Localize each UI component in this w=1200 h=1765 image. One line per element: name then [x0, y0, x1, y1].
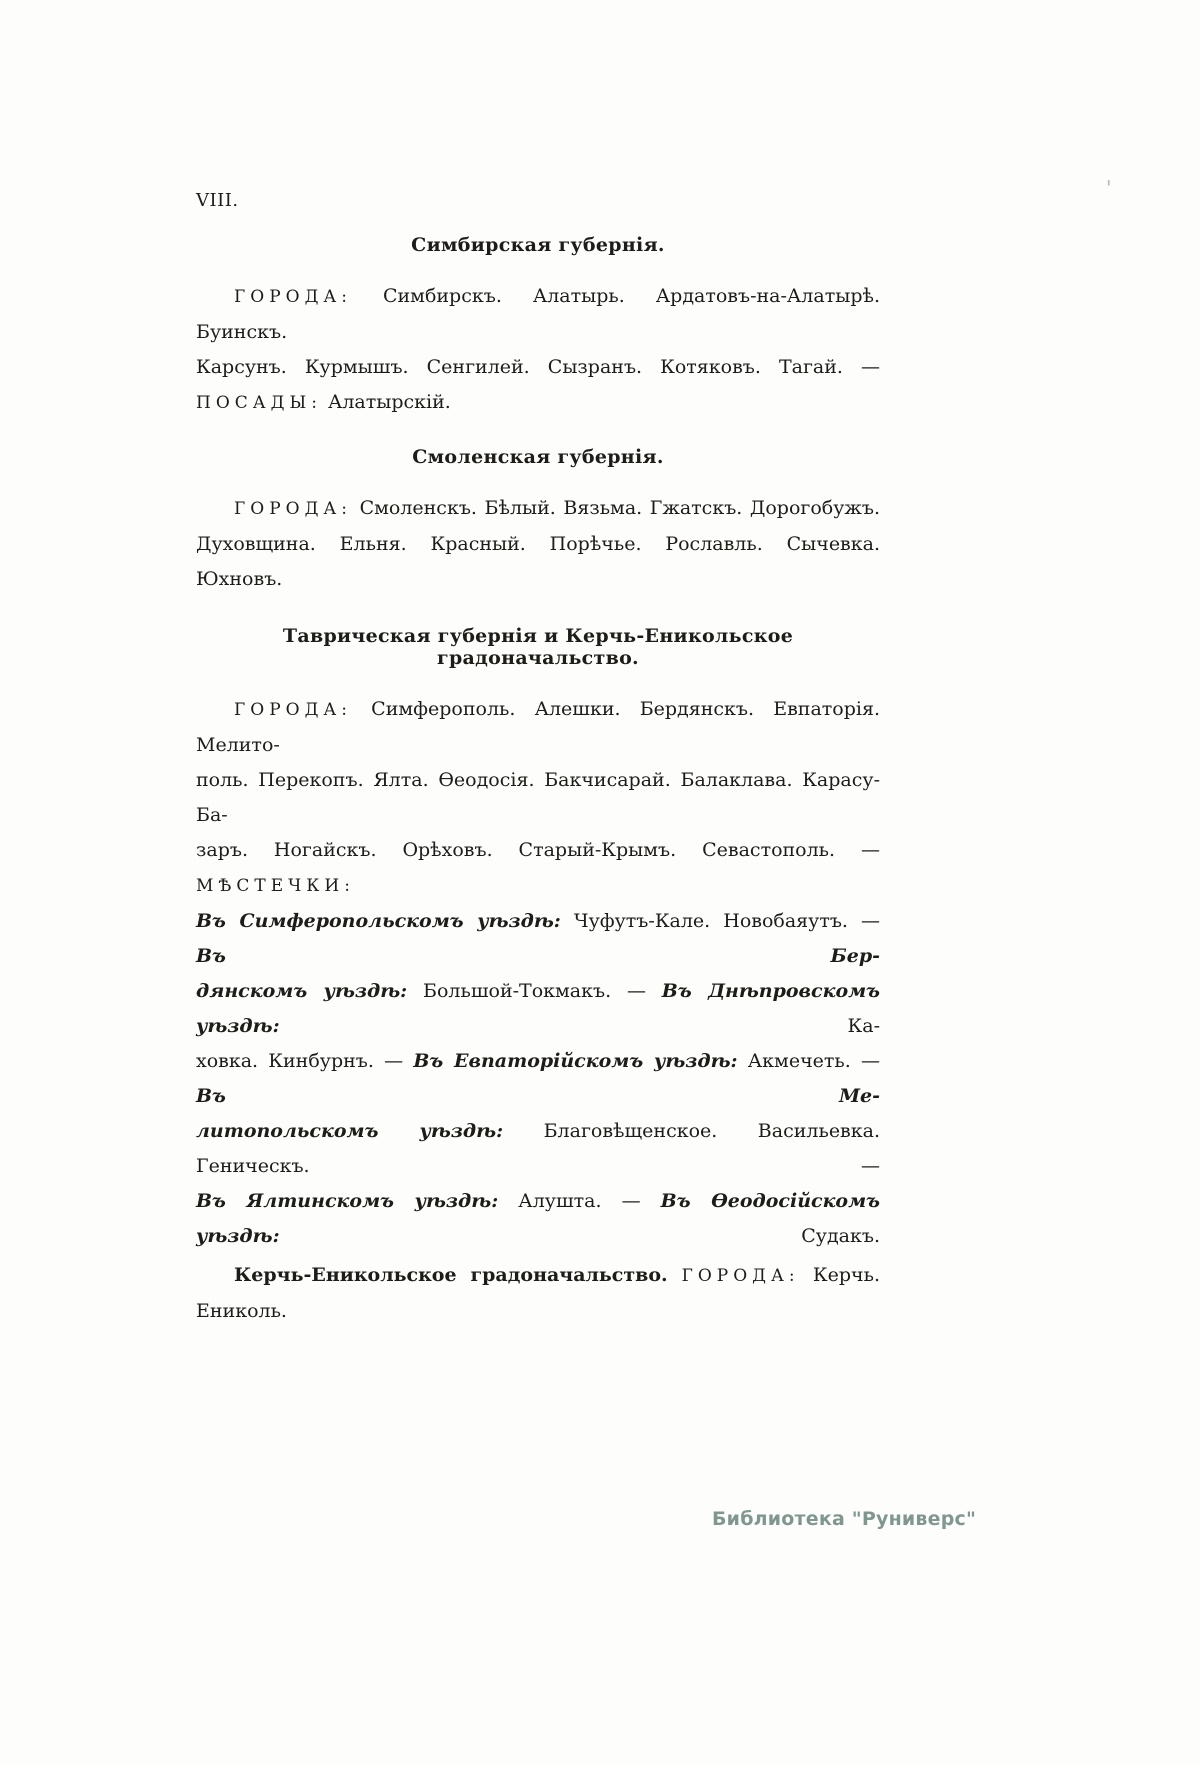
label-goroda: ГОРОДА: — [234, 287, 352, 307]
label-mestechki: МѢСТЕЧКИ: — [196, 876, 355, 896]
uyezd-label: Въ Ялтинскомъ уѣздѣ: — [196, 1190, 499, 1212]
text-line — [196, 692, 880, 763]
text-run: Акмечеть. — — [737, 1050, 880, 1072]
section-simbirsk — [196, 234, 880, 421]
text-line — [196, 1184, 880, 1254]
section-taurida — [196, 625, 880, 1329]
text-line — [196, 350, 880, 385]
text-line — [196, 491, 880, 527]
text-line — [196, 1114, 880, 1184]
uyezd-label: Въ Ѳеодосійскомъ уѣздѣ: — [196, 1190, 880, 1247]
section-heading-simbirsk: Симбирская губернія. — [411, 234, 665, 256]
kerch-title: Керчь-Еникольское градоначальство. — [234, 1264, 682, 1286]
page-content — [196, 190, 880, 1329]
paragraph-kerch — [196, 1258, 880, 1329]
paragraph-taurida — [196, 692, 880, 1254]
uyezd-label: Въ Симферопольскомъ уѣздѣ: — [196, 910, 561, 932]
text-line — [196, 385, 880, 421]
text-run: Алушта. — — [498, 1190, 661, 1212]
text-run: Благовѣщенское. Васильевка. Геническъ. — — [196, 1120, 880, 1177]
uyezd-label: дянскомъ уѣздѣ: — [196, 980, 408, 1002]
uyezd-label: Въ Ме- — [196, 1085, 880, 1107]
text-line — [196, 1258, 880, 1329]
library-watermark: Библиотека "Руниверс" — [712, 1508, 977, 1530]
text-run: Карсунъ. Курмышъ. Сенгилей. Сызранъ. Котяковъ. Тагай. — — [196, 356, 880, 378]
section-heading-taurida: Таврическая губернія и Керчь-Еникольское градоначальство. — [282, 625, 794, 669]
label-posady: ПОСАДЫ: — [196, 393, 322, 413]
text-line — [196, 1044, 880, 1114]
uyezd-label: Въ Днѣпровскомъ уѣздѣ: — [196, 980, 880, 1037]
text-run: поль. Перекопъ. Ялта. Ѳеодосія. Бакчисарай. Балаклава. Карасу-Ба- — [196, 769, 880, 826]
text-line — [196, 833, 880, 904]
label-goroda: ГОРОДА: — [234, 499, 352, 519]
page-number: VIII. — [196, 190, 239, 211]
text-line — [196, 974, 880, 1044]
section-smolensk — [196, 446, 880, 597]
label-goroda: ГОРОДА: — [234, 700, 352, 720]
text-run: Керчь. Ениколь. — [196, 1264, 880, 1322]
scan-artifact: ' — [1106, 176, 1112, 200]
text-run: Симферополь. Алешки. Бердянскъ. Евпаторія. Мелито- — [196, 698, 880, 756]
uyezd-label: Въ Евпаторійскомъ уѣздѣ: — [413, 1050, 738, 1072]
text-run: Большой-Токмакъ. — — [407, 980, 662, 1002]
uyezd-label: Въ Бер- — [196, 945, 880, 967]
text-run: Смоленскъ. Бѣлый. Вязьма. Гжатскъ. Дорогобужъ. — [352, 497, 880, 519]
text-run: Симбирскъ. Алатырь. Ардатовъ-на-Алатырѣ. Буинскъ. — [196, 285, 880, 343]
label-goroda: ГОРОДА: — [681, 1266, 800, 1286]
text-run: Чуфутъ-Кале. Новобаяутъ. — — [560, 910, 881, 932]
text-line — [196, 904, 880, 974]
text-line — [196, 763, 880, 833]
text-line — [196, 527, 880, 597]
text-line — [196, 279, 880, 350]
text-run: ховка. Кинбурнъ. — — [196, 1050, 414, 1072]
paragraph-simbirsk — [196, 279, 880, 421]
text-run: заръ. Ногайскъ. Орѣховъ. Старый-Крымъ. Севастополь. — — [196, 839, 880, 861]
section-heading-smolensk: Смоленская губернія. — [412, 446, 664, 468]
paragraph-smolensk — [196, 491, 880, 597]
text-run: Духовщина. Ельня. Красный. Порѣчье. Рославль. Сычевка. Юхновъ. — [196, 533, 880, 590]
text-run: Судакъ. — [279, 1225, 880, 1247]
text-run: Ка- — [279, 1015, 880, 1037]
text-run: Алатырскій. — [321, 391, 451, 413]
uyezd-label: литопольскомъ уѣздѣ: — [196, 1120, 504, 1142]
